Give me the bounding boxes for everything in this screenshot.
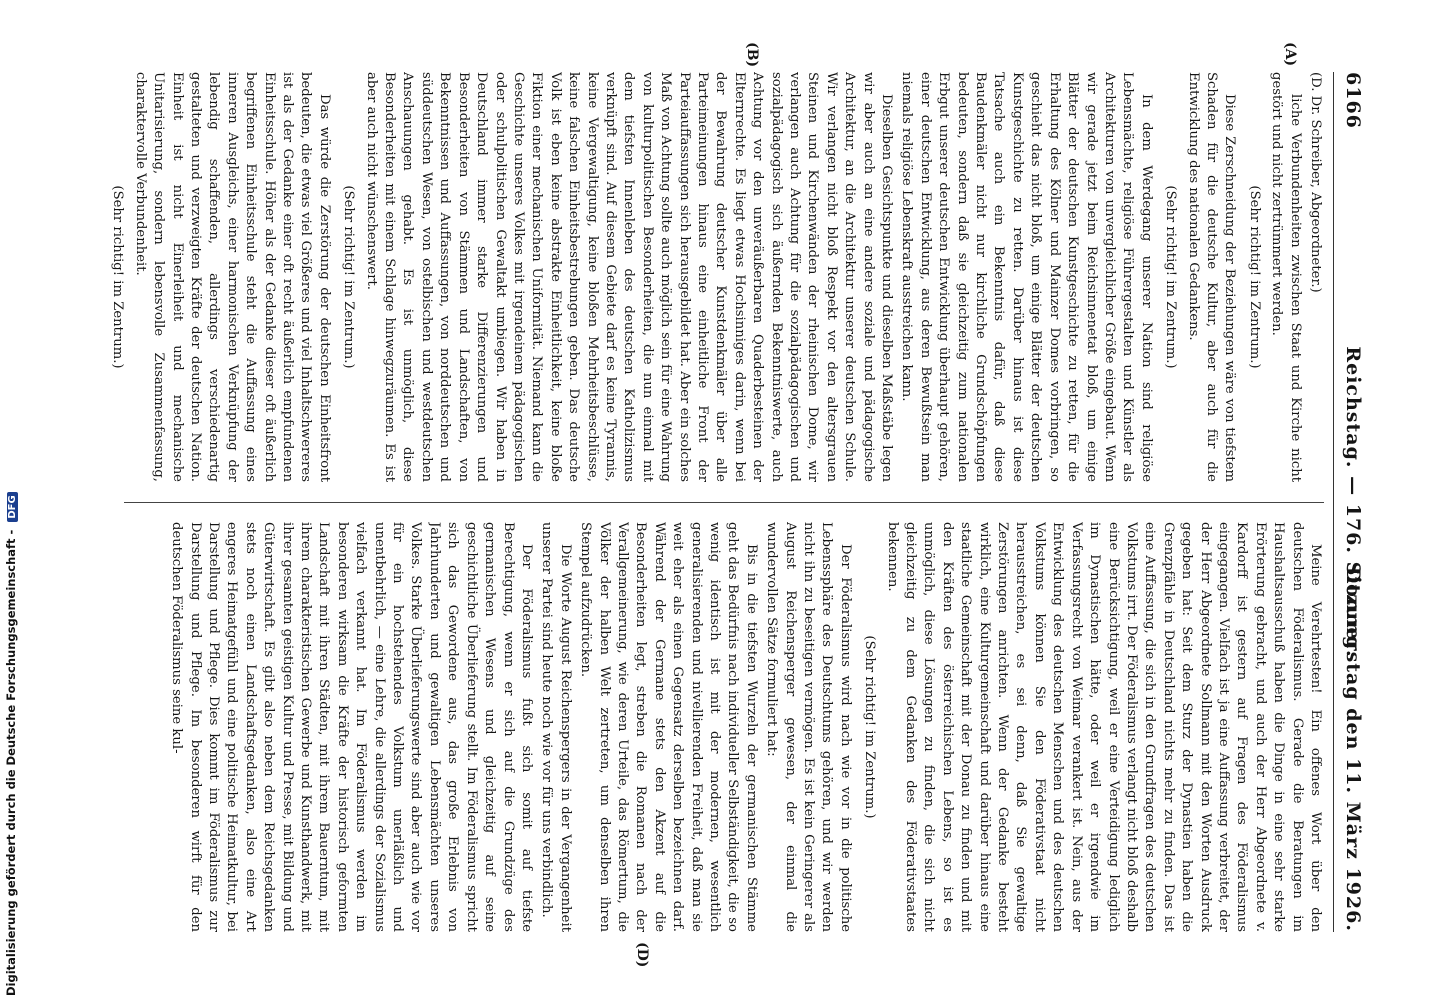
margin-marker-b: (B) [744,42,760,68]
right-text-column [109,522,1324,932]
interjection: (Sehr richtig! im Zentrum.) [1163,185,1179,369]
interjection: (Sehr richtig! im Zentrum.) [862,635,878,819]
session-date: Donnerstag den 11. März 1926. [1342,566,1364,932]
session-title: Reichstag. — 176. Sitzung. [1342,346,1364,658]
page-header [1336,72,1370,932]
paragraph: Meine Verehrtesten! Ein offenes Wort über den deutschen Föderalismus. Gerade die Beratungen im Haushaltsausschuß haben die Dinge in eine sehr starke Erörterung gebracht, und auch der Herr Abgeordnete v. Kardorff ist gestern auf Fragen des Föderalismus eingegangen. Vielfach ist ja eine Auffassung verbreitet, der der Herr Abgeordnete Sollmann mit den Worten Ausdruck gegeben hat: Seit dem Sturz der Dynastien haben die Grenzpfähle in Deutschland nichts mehr zu finden. Das ist eine Auffassung, die sich in den Grundfragen des deutschen Volkstums irrt. Der Föderalismus verlangt nicht bloß deshalb eine Berücksichtigung, weil er eine Verteidigung lediglich im Dynastischen hätte, oder weil er irgendwie im Verfassungsrecht von Weimar verankert ist. Nein, aus der Entwicklung des deutschen Menschen und des deutschen Volkstums können Sie den Föderativstaat nicht herausstreichen, es sei denn, daß Sie gewaltige Zerstörungen anrichten. Wenn der Gedanke besteht wirklich, eine Kulturgemeinschaft und darüber hinaus eine staatliche Gemeinschaft mit der Donau zu finden und mit den Kräften des österreichischen Lebens, so ist es unmöglich, diese Lösungen zu finden, die sich nicht gleichzeitig zu dem Gedanken des Föderativstaates bekennen. [884,522,1323,932]
digitization-credit [4,0,24,996]
left-text-column [109,72,1324,482]
margin-marker-a: (A) [1282,42,1298,67]
header-rule [1333,72,1334,932]
dfg-logo: DFG [7,492,18,521]
credit-text: Digitalisierung gefördert durch die Deutsche Forschungsgemeinschaft - [4,529,18,996]
paragraph: Die Worte August Reichenspergers in der Vergangenheit unserer Partei sind heute noch wie vor für uns verbindlich. [539,522,573,932]
page-number: 6166 [1342,72,1364,129]
rotated-document-page [100,42,1370,968]
interjection: (Sehr richtig! im Zentrum.) [1246,185,1262,369]
paragraph: In dem Werdegang unserer Nation sind religiöse Lebensmächte, religiöse Führergestalten und Künstler als Architekturen von unvergleichlicher Größe eingebaut. Wenn wir gerade jetzt beim Reichsinnenetat bloß, um einige Blätter der deutschen Kunstgeschichte zu retten, für die Erhaltung des Kölner und Mainzer Domes vorbringen, so geschieht das nicht bloß, um einige Blätter der deutschen Kunstgeschichte zu retten. Darüber hinaus ist diese Tatsache auch ein Bekenntnis dafür, daß diese Baudenkmäler nicht nur kirchliche Grundschöpfungen bedeuten, sondern daß sie gleichzeitig zum nationalen Erbgut unserer deutschen Entwicklung überhaupt gehören, einer deutschen Entwicklung, aus deren Bewußtsein man niemals religiöse Lebenskraft ausstreichen kann. [899,72,1154,482]
paragraph: Dieselben Gesichtspunkte und dieselben Maßstäbe legen wir aber auch an eine andere soziale und pädagogische Architektur, an die Architektur unserer deutschen Schule. Wir verlangen nicht bloß Respekt vor den altersgrauen Steinen und Kirchenwänden der rheinischen Dome, wir verlangen auch Achtung für die sozialpädagogischen und sozialpädagogisch sich äußernden Bekenntniswerte, auch Achtung vor den unveräußerbaren Quaderbesteinen der Elternrechte. Es liegt etwas Hochsinniges darin, wenn bei der Bewahrung deutscher Kunstdenkmäler über alle Parteimeinungen hinaus eine einheitliche Front der Parteiauffassungen sich herausgebildet hat. Aber ein solches Maß von Achtung sollte auch möglich sein für eine Wahrung von kulturpolitischen Besonderheiten, die nun einmal mit dem tiefsten Innenleben des deutschen Katholizismus verknüpft sind. Auf diesem Gebiete darf es keine Tyrannis, keine Vergewaltigung, keine bloßen Mehrheitsbeschlüsse, keine falschen Einheitsbestrebungen geben. Das deutsche Volk ist eben keine abstrakte Einheitlichkeit, keine bloße Fiktion einer mechanischen Uniformität. Niemand kann die Geschichte unseres Volkes mit irgendeinem pädagogischen oder schulpolitischen Gewaltakt umbiegen. Wir haben in Deutschland immer starke Differenzierungen und Besonderheiten von Stämmen und Landschaften, von Bekenntnissen und Auffassungen, von norddeutschen und süddeutschen Wesen, von ostelbischen und westdeutschen Anschauungen gehabt. Es ist unmöglich, diese Besonderheiten mit einem Schlage hinwegzuräumen. Es ist aber auch nicht wünschenswert. [363,72,895,482]
quotation: Bis in die tiefsten Wurzeln der germanischen Stämme geht das Bedürfnis nach individueller Selbständigkeit, die so wenig identisch ist mit der modernen, wesentlich generalisierenden und nivellierenden Freiheit, daß man sie weit eher als einen Gegensatz derselben bezeichnen darf. Während der Germane stets den Akzent auf die Besonderheiten legt, streben die Romanen nach der Verallgemeinerung, wie deren Urteile, das Römertum, die Völker der halben Welt zertreten, um denselben ihren Stempel aufzudrücken. [578,522,759,932]
paragraph: Das würde die Zerstörung der deutschen Einheitsfront bedeuten, die etwas viel Größeres und viel Inhaltschwereres ist als der Gedanke einer oft recht äußerlich empfundenen Einheitsschule. Höher als der Gedanke dieser oft äußerlich begriffenen Einheitsschule steht die Auffassung eines inneren Ausgleichs, einer harmonischen Verknüpfung der lebendig schaffenden, allerdings verschiedenartig gestalteten und verzweigten Kräfte der deutschen Nation. Einheit ist nicht Einerleiheit und mechanische Unitarisierung, sondern lebensvolle Zusammenfassung, charaktervolle Verbundenheit. [132,72,332,482]
column-divider [124,502,1324,503]
speaker-line: (D. Dr. Schreiber, Abgeordneter.) [1308,72,1323,293]
paragraph: Diese Zerschneidung der Beziehungen wäre von tiefstem Schaden für die deutsche Kultur, aber auch für die Entwicklung des nationalen Gedankens. [1185,72,1238,482]
paragraph: Der Föderalismus wird nach wie vor in die politische Lebenssphäre des Deutschtums gehören, und wir werden nicht ihn zu beseitigen vermögen. Es ist kein Geringerer als August Reichensperger gewesen, der einmal die wundervollen Sätze formuliert hat: [764,522,853,932]
interjection: (Sehr richtig! im Zentrum.) [341,185,357,369]
paragraph: liche Verbundenheiten zwischen Staat und Kirche nicht gestört und nicht zertrümmert werden. [1269,72,1303,482]
interjection: (Sehr richtig! im Zentrum.) [110,185,126,369]
paragraph: Der Föderalismus fußt sich somit auf tiefste Berechtigung, wenn er sich auf die Grundzüge des germanischen Wesens und gleichzeitig auf seine geschichtliche Überlieferung stellt. Im Föderalismus spricht sich das Gewordene aus, das große Erlebnis von Jahrhunderten und gewaltigen Lebensmächten unseres Volkes. Starke Überlieferungswerte sind aber auch wie vor für ein hochstehendes Volkstum unerläßlich und unentbehrlich, — eine Lehre, die allerdings der Sozialismus vielfach verkannt hat. Im Föderalismus werden im besonderen wirksam die Kräfte der historisch geformten Landschaft mit ihren Städten, mit ihrem Bauerntum, mit ihrem charakteristischen Gewerbe und Kunsthandwerk, mit ihrer gesamten geistigen Kultur und Presse, mit Bildung und Güterwirtschaft. Es gibt also neben dem Reichsgedanken stets noch einen Landschaftsgedanken, also eine Art engeres Heimatgefühl und eine politische Heimatkultur, bei Darstellung und Pflege. Dies kommt im Föderalismus zur Darstellung und Pflege. Im besonderen wirft für den deutschen Föderalismus seine kul- [169,522,534,932]
margin-marker-d: (D) [634,942,650,968]
